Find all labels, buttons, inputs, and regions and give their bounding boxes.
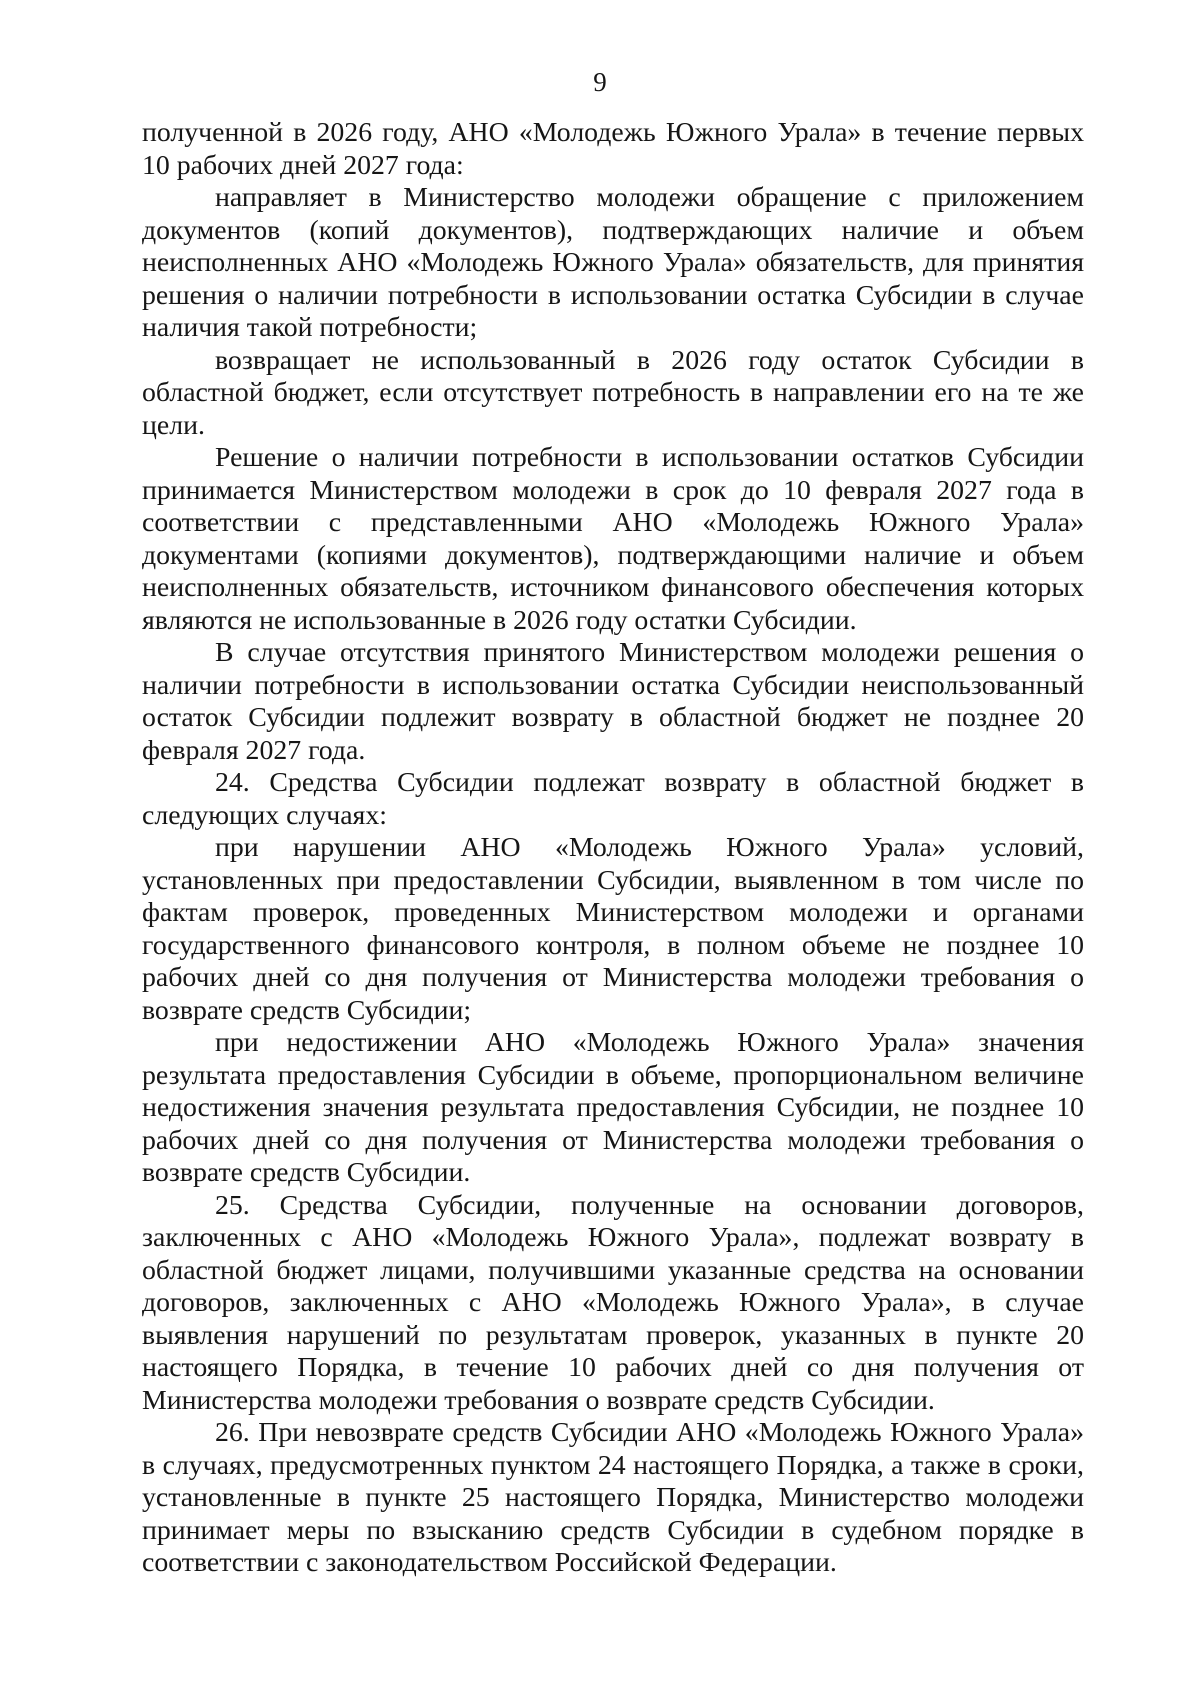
paragraph-appeal: направляет в Министерство молодежи обращение с приложением документов (копий документов), подтверждающих наличие и объем неисполненных АНО «Молодежь Южного Урала» обязательств, для принятия решения о наличии потребности в использовании остатка Субсидии в случае наличия такой потребности; — [142, 182, 1084, 343]
paragraph-item-24: 24. Средства Субсидии подлежат возврату в областной бюджет в следующих случаях: — [142, 767, 1084, 831]
paragraph-violation: при нарушении АНО «Молодежь Южного Урала» условий, установленных при предоставлении Субсидии, выявленном в том числе по фактам проверок, проведенных Министерством молодежи и органами государственного финансового контроля, в полном объеме не позднее 10 рабочих дней со дня получения от Министерства молодежи требования о возврате средств Субсидии; — [142, 832, 1084, 1026]
paragraph-non-achievement: при недостижении АНО «Молодежь Южного Урала» значения результата предоставления Субсидии в объеме, пропорциональном величине недостижения значения результата предоставления Субсидии, не позднее 10 рабочих дней со дня получения от Министерства молодежи требования о возврате средств Субсидии. — [142, 1027, 1084, 1188]
paragraph-item-26: 26. При невозврате средств Субсидии АНО «Молодежь Южного Урала» в случаях, предусмотренных пунктом 24 настоящего Порядка, а также в сроки, установленные в пункте 25 настоящего Порядка, Министерство молодежи принимает меры по взысканию средств Субсидии в судебном порядке в соответствии с законодательством Российской Федерации. — [142, 1417, 1084, 1578]
paragraph-return-balance: возвращает не использованный в 2026 году остаток Субсидии в областной бюджет, если отсутствует потребность в направлении его на те же цели. — [142, 344, 1084, 441]
page-number: 9 — [593, 67, 607, 97]
paragraph-continuation: полученной в 2026 году, АНО «Молодежь Южного Урала» в течение первых 10 рабочих дней 2027 года: — [142, 117, 1084, 181]
paragraph-decision: Решение о наличии потребности в использовании остатков Субсидии принимается Министерством молодежи в срок до 10 февраля 2027 года в соответствии с представленными АНО «Молодежь Южного Урала» документами (копиями документов), подтверждающими наличие и объем неисполненных обязательств, источником финансового обеспечения которых являются не использованные в 2026 году остатки Субсидии. — [142, 442, 1084, 636]
paragraph-no-decision: В случае отсутствия принятого Министерством молодежи решения о наличии потребности в использовании остатка Субсидии неиспользованный остаток Субсидии подлежит возврату в областной бюджет не позднее 20 февраля 2027 года. — [142, 637, 1084, 766]
paragraph-item-25: 25. Средства Субсидии, полученные на основании договоров, заключенных с АНО «Молодежь Южного Урала», подлежат возврату в областной бюджет лицами, получившими указанные средства на основании договоров, заключенных с АНО «Молодежь Южного Урала», в случае выявления нарушений по результатам проверок, указанных в пункте 20 настоящего Порядка, в течение 10 рабочих дней со дня получения от Министерства молодежи требования о возврате средств Субсидии. — [142, 1189, 1084, 1416]
document-body — [142, 117, 1084, 1580]
